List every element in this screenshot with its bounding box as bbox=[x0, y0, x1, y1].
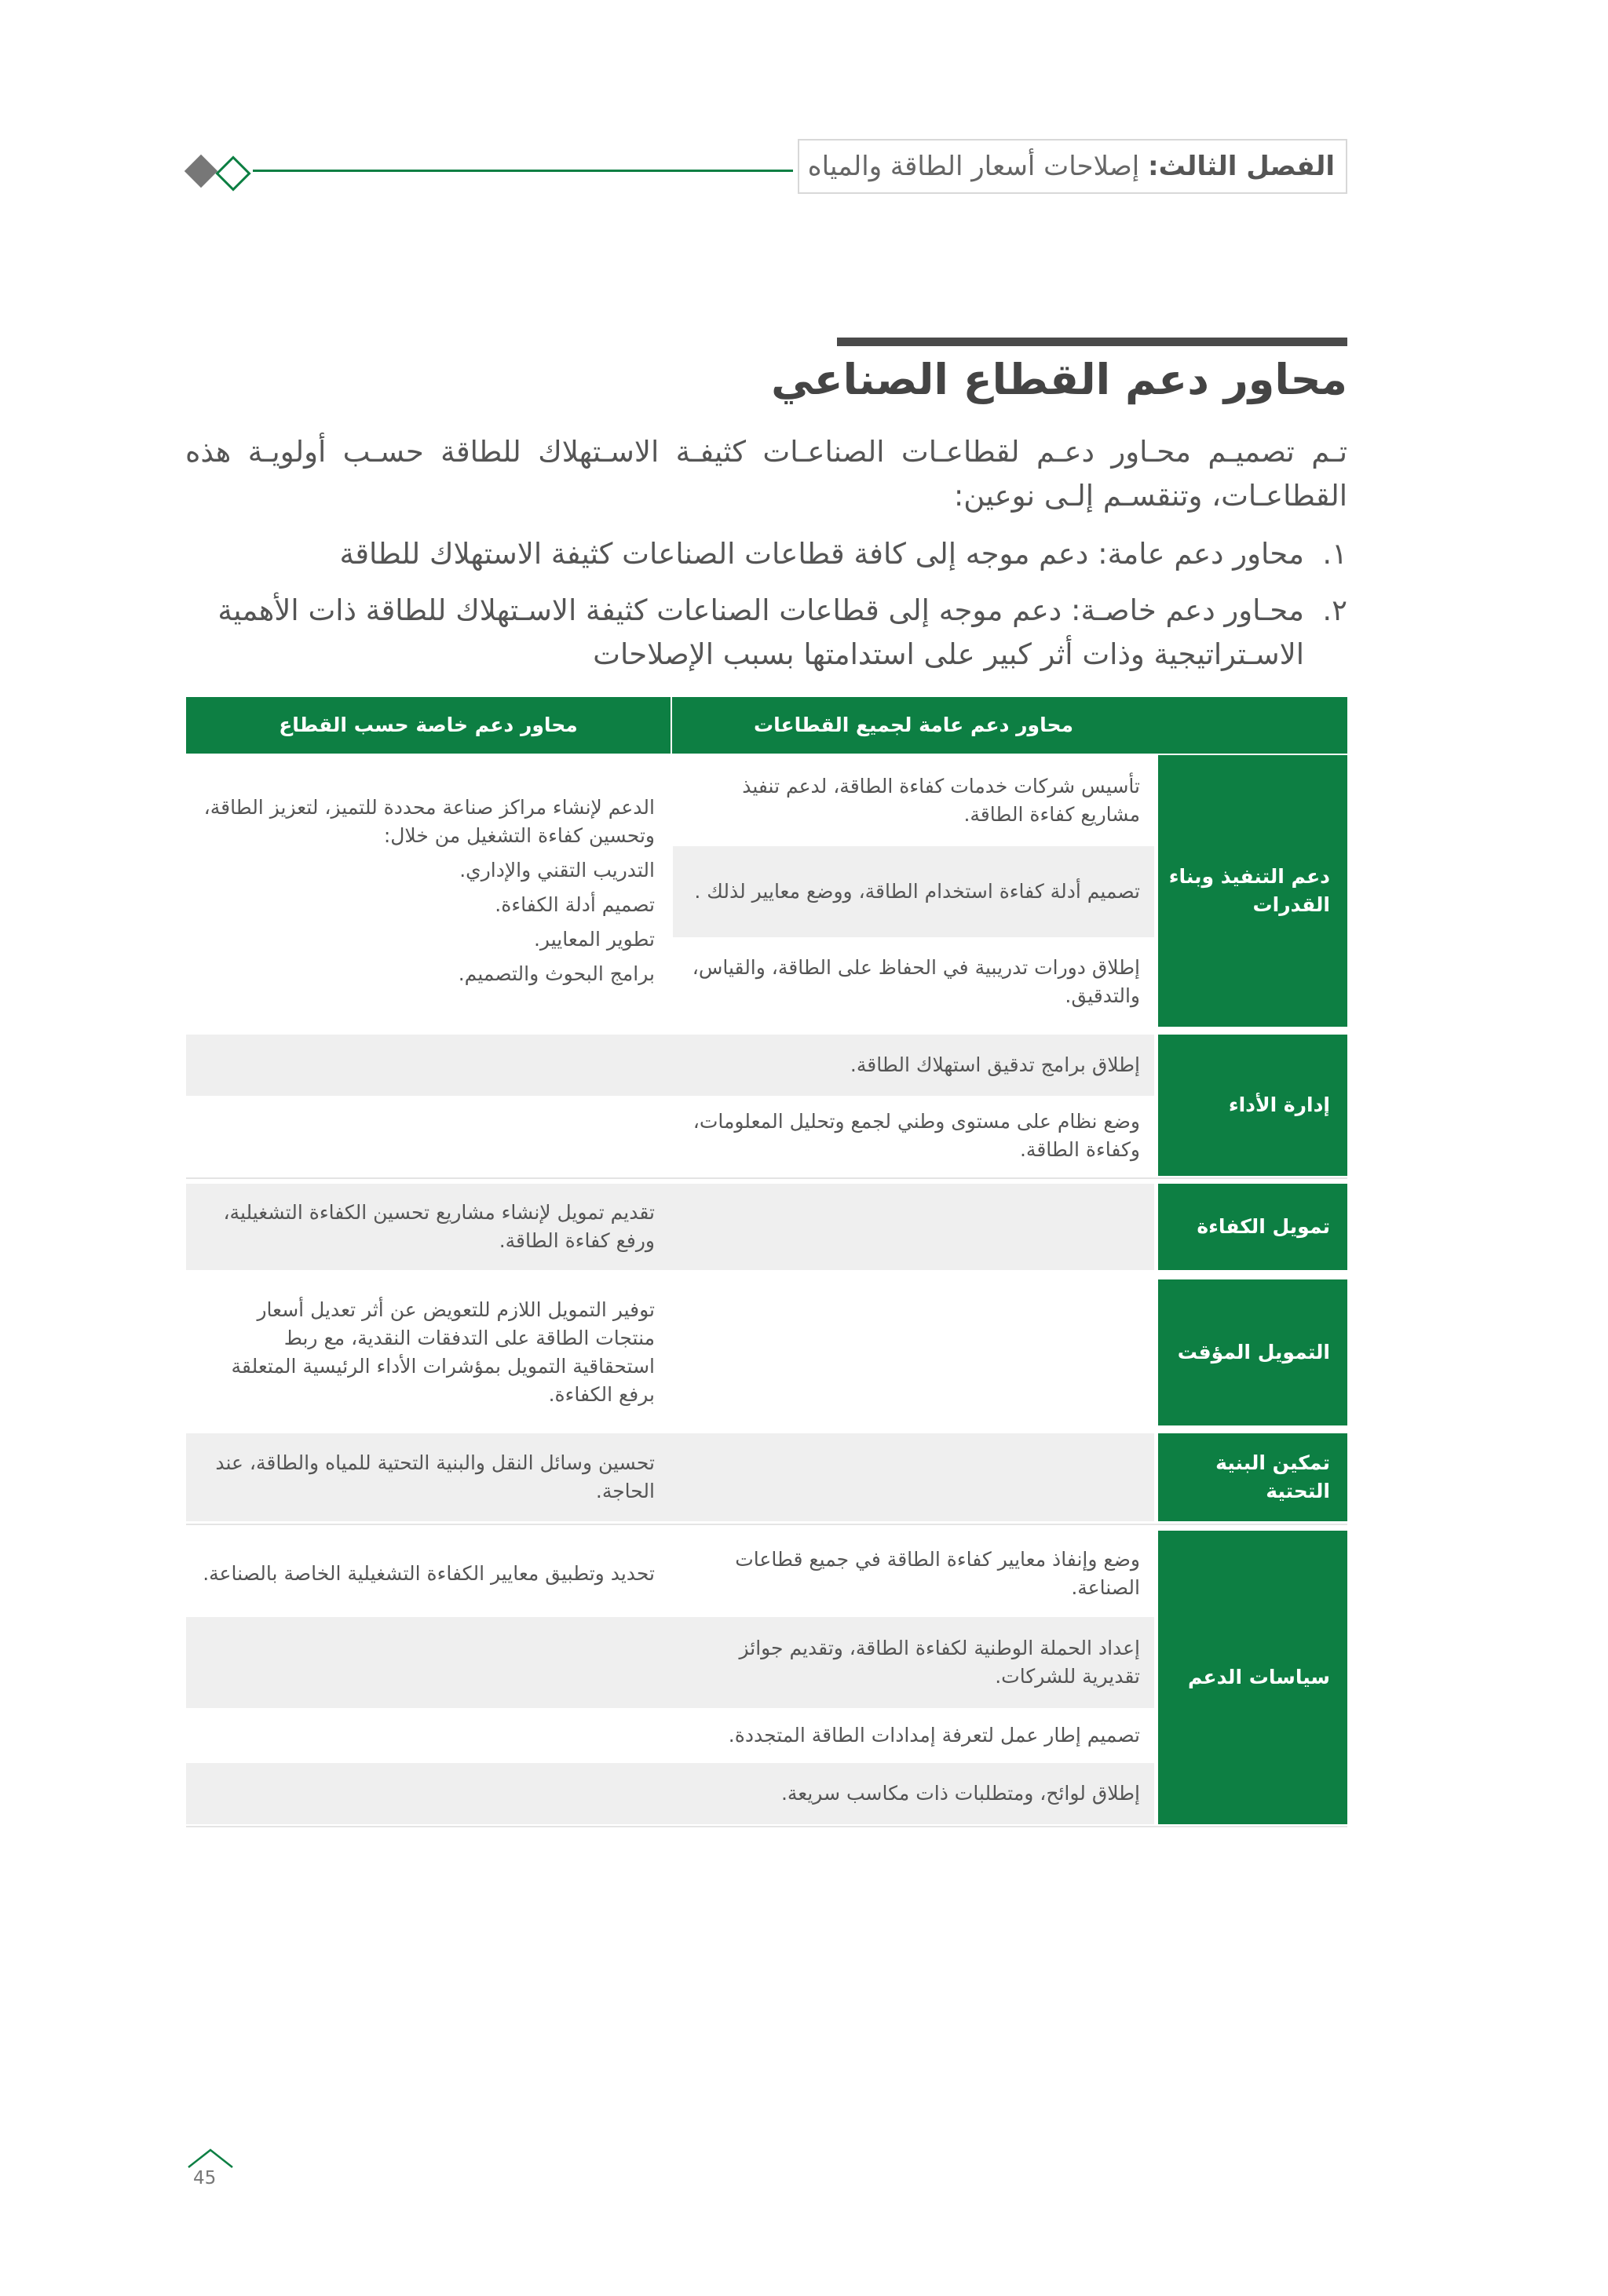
category-label: التمويل المؤقت bbox=[1177, 1341, 1330, 1363]
cell-text: تقديم تمويل لإنشاء مشاريع تحسين الكفاءة التشغيلية، ورفع كفاءة الطاقة. bbox=[223, 1201, 655, 1252]
cell-text: تصميم إطار عمل لتعرفة إمدادات الطاقة المتجددة. bbox=[728, 1724, 1140, 1747]
list-text: محاور دعم عامة: دعم موجه إلى كافة قطاعات الصناعات كثيفة الاستهلاك للطاقة bbox=[339, 537, 1304, 571]
support-axes-table bbox=[186, 697, 1347, 1827]
table-cell bbox=[673, 1035, 1154, 1096]
row-divider bbox=[186, 1177, 1347, 1179]
table-cell bbox=[186, 1279, 671, 1425]
cell-text: توفير التمويل اللازم للتعويض عن أثر تعديل أسعار منتجات الطاقة على التدفقات النقدية، مع ربط استحقاقية التمويل بمؤشرات الأداء الرئيسية المتعلقة برفع الكفاءة. bbox=[231, 1298, 655, 1406]
category-label: إدارة الأداء bbox=[1228, 1093, 1330, 1116]
table-cell bbox=[673, 937, 1154, 1027]
diamond-filled-icon bbox=[185, 155, 217, 188]
cell-text: تصميم أدلة الكفاءة. bbox=[495, 893, 655, 916]
table-cell bbox=[186, 1433, 671, 1521]
header-specific: محاور دعم خاصة حسب القطاع bbox=[279, 714, 578, 736]
table-cell bbox=[673, 1531, 1154, 1617]
cell-text: تحديد وتطبيق معايير الكفاءة التشغيلية الخاصة بالصناعة. bbox=[203, 1562, 655, 1585]
category-infrastructure bbox=[1158, 1433, 1347, 1521]
cell-text: تصميم أدلة كفاءة استخدام الطاقة، ووضع معايير لذلك . bbox=[694, 880, 1140, 903]
header-rule bbox=[253, 170, 793, 172]
table-bottom-rule bbox=[186, 1826, 1347, 1827]
table-cell bbox=[673, 755, 1154, 846]
row-divider bbox=[186, 1524, 1347, 1525]
cell-text: إعداد الحملة الوطنية لكفاءة الطاقة، وتقديم جوائز تقديرية للشركات. bbox=[739, 1637, 1140, 1688]
table-cell bbox=[186, 1531, 671, 1617]
section-title: محاور دعم القطاع الصناعي bbox=[771, 355, 1347, 404]
diamond-outline-icon bbox=[215, 155, 250, 191]
table-cell bbox=[673, 846, 1154, 937]
title-bar bbox=[837, 338, 1347, 346]
cell-text: وضع وإنفاذ معايير كفاءة الطاقة في جميع قطاعات الصناعة. bbox=[735, 1548, 1140, 1599]
list-item bbox=[185, 532, 1347, 576]
cell-text: التدريب التقني والإداري. bbox=[459, 859, 655, 882]
table-cell bbox=[186, 755, 671, 1027]
category-label: تمكين البنية التحتية bbox=[1215, 1451, 1330, 1502]
cell-text: برامج البحوث والتصميم. bbox=[458, 962, 655, 985]
category-capacity bbox=[1158, 755, 1347, 1027]
category-policies bbox=[1158, 1531, 1347, 1824]
intro-paragraph: تـم تصميـم محـاور دعـم لقطاعـات الصناعـات كثيفـة الاسـتهلاك للطاقة حسـب أولويـة هذه القطاعـات، وتنقسـم إلـى نوعين: bbox=[185, 435, 1347, 513]
list-item bbox=[185, 589, 1347, 677]
chevron-up-icon bbox=[187, 2148, 234, 2169]
chapter-label: الفصل الثالث: bbox=[1148, 151, 1335, 182]
cell-text: تطوير المعايير. bbox=[533, 928, 655, 951]
table-cell bbox=[673, 1763, 1154, 1824]
cell-text: إطلاق برامج تدقيق استهلاك الطاقة. bbox=[850, 1053, 1140, 1076]
chapter-header bbox=[798, 139, 1347, 194]
cell-text: وضع نظام على مستوى وطني لجمع وتحليل المعلومات، وكفاءة الطاقة. bbox=[693, 1110, 1140, 1161]
page-number: 45 bbox=[193, 2168, 217, 2188]
category-temporary-funding bbox=[1158, 1279, 1347, 1425]
header-divider bbox=[671, 697, 672, 754]
table-cell bbox=[673, 1096, 1154, 1176]
cell-text: إطلاق دورات تدريبية في الحفاظ على الطاقة، والقياس، والتدقيق. bbox=[692, 956, 1140, 1007]
table-cell bbox=[673, 1617, 1154, 1708]
cell-text: تحسين وسائل النقل والبنية التحتية للمياه والطاقة، عند الحاجة. bbox=[215, 1451, 655, 1502]
category-efficiency-funding bbox=[1158, 1184, 1347, 1270]
table-cell bbox=[667, 1708, 1154, 1763]
list-text: محـاور دعم خاصـة: دعم موجه إلى قطاعات الصناعات كثيفة الاسـتهلاك للطاقة ذات الأهمية الاسـتراتيجية وذات أثر كبير على استدامتها بسبب الإصلاحات bbox=[217, 593, 1304, 671]
list-number: ١. bbox=[1322, 537, 1347, 571]
category-label: سياسات الدعم bbox=[1187, 1666, 1330, 1688]
category-label: تمويل الكفاءة bbox=[1197, 1215, 1330, 1238]
cell-text: تأسيس شركات خدمات كفاءة الطاقة، لدعم تنفيذ مشاريع كفاءة الطاقة. bbox=[742, 775, 1140, 826]
table-cell bbox=[186, 1184, 671, 1270]
category-label: دعم التنفيذ وبناء القدرات bbox=[1168, 865, 1330, 916]
category-performance bbox=[1158, 1035, 1347, 1176]
chapter-title: إصلاحات أسعار الطاقة والمياه bbox=[807, 151, 1140, 182]
header-general: محاور دعم عامة لجميع القطاعات bbox=[754, 714, 1073, 736]
list-number: ٢. bbox=[1322, 593, 1347, 627]
cell-text: الدعم لإنشاء مراكز صناعة محددة للتميز، لتعزيز الطاقة، وتحسين كفاءة التشغيل من خلال: bbox=[203, 796, 655, 847]
cell-text: إطلاق لوائح، ومتطلبات ذات مكاسب سريعة. bbox=[780, 1782, 1140, 1805]
